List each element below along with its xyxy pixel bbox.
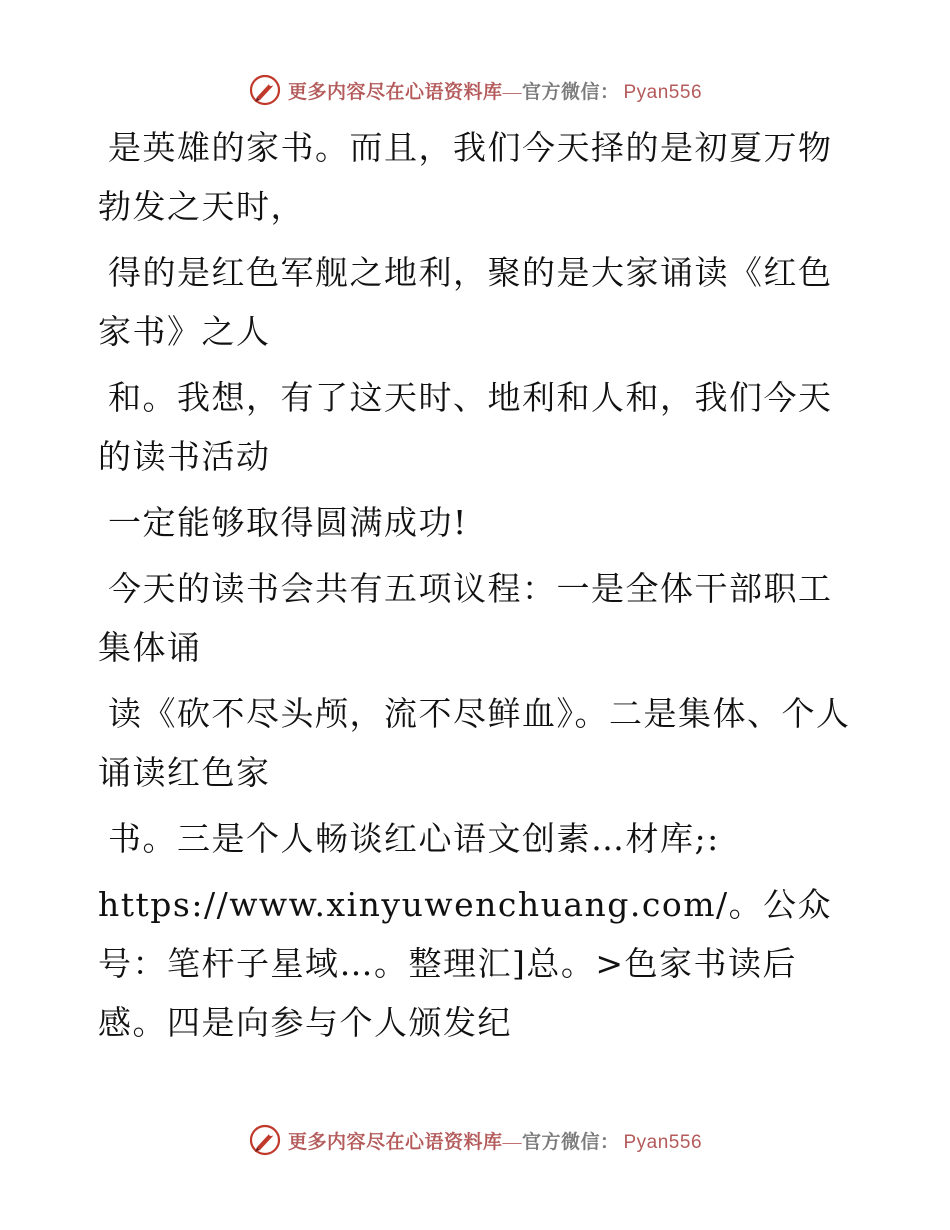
paragraph-5: 今天的读书会共有五项议程：一是全体干部职工集体诵 <box>98 569 833 667</box>
header-watermark <box>288 77 702 104</box>
footer-watermark <box>288 1127 702 1154</box>
document-body <box>98 118 858 1059</box>
footer-site-text: 更多内容尽在心语资料库 <box>287 1131 503 1153</box>
paragraph-6: 读《砍不尽头颅，流不尽鲜血》。二是集体、个人诵读红色家 <box>98 694 851 792</box>
footer-wechat-label: 官方微信： <box>521 1131 620 1153</box>
paragraph-3: 和。我想，有了这天时、地利和人和，我们今天的读书活动 <box>98 378 833 476</box>
pen-logo-icon <box>248 73 282 107</box>
pen-logo-icon <box>248 1123 282 1157</box>
paragraph-8: https://www.xinyuwenchuang.com/。公众号：笔杆子星域…。整理汇]总。>色家书读后感。四是向参与个人颁发纪 <box>98 885 833 1042</box>
paragraph-1: 是英雄的家书。而且，我们今天择的是初夏万物勃发之天时， <box>98 128 833 226</box>
paragraph-2: 得的是红色军舰之地利，聚的是大家诵读《红色家书》之人 <box>98 253 833 351</box>
footer-dash: — <box>502 1131 522 1153</box>
paragraph-7: 书。三是个人畅谈红心语文创素…材库;: <box>108 819 720 858</box>
page-header <box>0 70 950 110</box>
header-dash: — <box>502 81 522 103</box>
header-wechat-id: Pyan556 <box>623 81 703 103</box>
header-wechat-label: 官方微信： <box>521 81 620 103</box>
header-site-text: 更多内容尽在心语资料库 <box>287 81 503 103</box>
paragraph-4: 一定能够取得圆满成功! <box>108 503 468 542</box>
footer-wechat-id: Pyan556 <box>623 1131 703 1153</box>
page-footer <box>0 1120 950 1160</box>
